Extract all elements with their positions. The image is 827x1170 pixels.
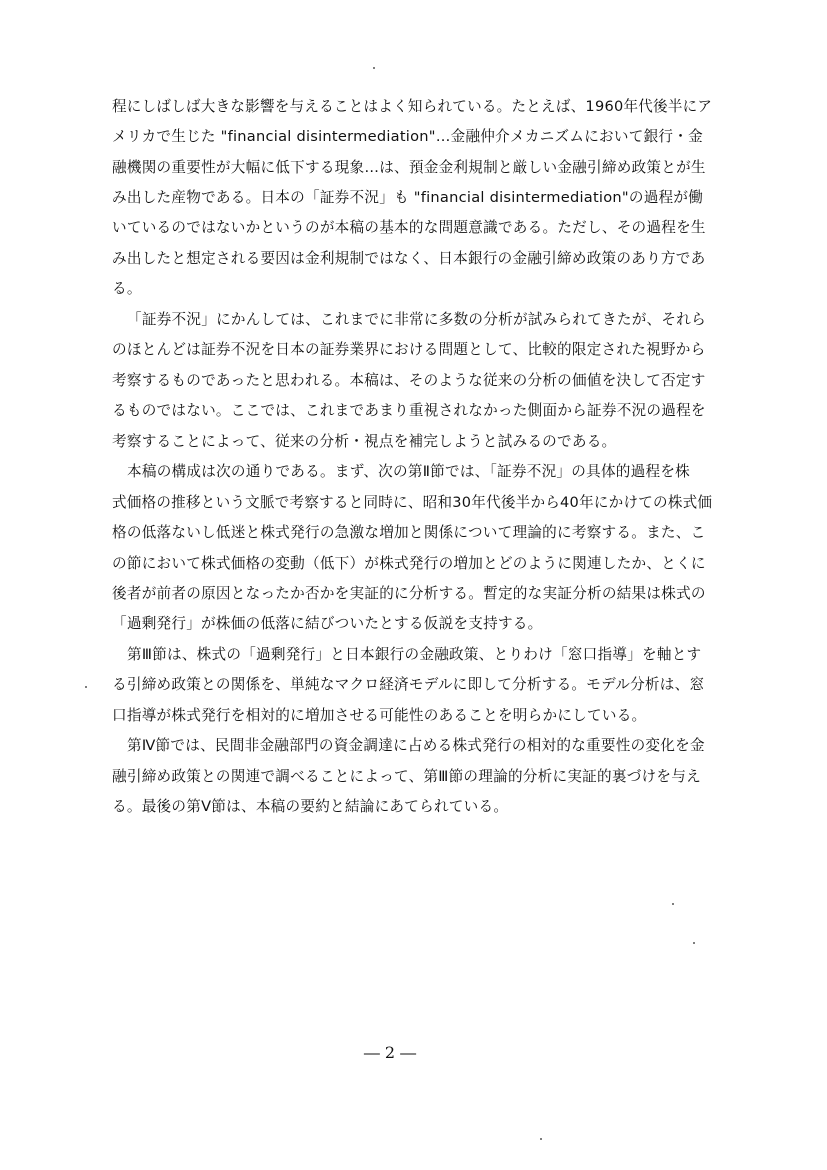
body-line-18: 「過剰発行」が株価の低落に結びついたとする仮説を支持する。 [112,615,543,632]
body-line-24: る。最後の第Ⅴ節は、本稿の要約と結論にあてられている。 [112,798,509,815]
body-line-1: 程にしばしば大きな影響を与えることはよく知られている。たとえば、1960年代後半にア [112,98,713,115]
body-line-22: 第Ⅳ節では、民間非金融部門の資金調達に占める株式発行の相対的な重要性の変化を金 [127,737,705,754]
scan-speck [373,67,375,69]
body-line-8: 「証券不況」にかんしては、これまでに非常に多数の分析が試みられてきたが、それら [127,311,706,328]
body-line-11: るものではない。ここでは、これまであまり重視されなかった側面から証券不況の過程を [112,402,706,419]
body-line-6: み出したと想定される要因は金利規制ではなく、日本銀行の金融引締め政策のあり方であ [112,250,706,267]
body-line-21: 口指導が株式発行を相対的に増加させる可能性のあることを明らかにしている。 [112,707,647,724]
body-line-20: る引締め政策との関係を、単純なマクロ経済モデルに即して分析する。モデル分析は、窓 [112,676,705,693]
body-line-2: メリカで生じた "financial disintermediation"…金融仲介メカニズムにおいて銀行・金 [112,128,703,145]
body-line-14: 式価格の推移という文脈で考察すると同時に、昭和30年代後半から40年にかけての株式価 [112,494,713,511]
body-line-4: み出した産物である。日本の「証券不況」も "financial disintermediation"の過程が働 [112,189,704,206]
body-line-17: 後者が前者の原因となったか否かを実証的に分析する。暫定的な実証分析の結果は株式の [112,585,706,602]
body-line-23: 融引締め政策との関連で調べることによって、第Ⅲ節の理論的分析に実証的裏づけを与え [112,768,701,785]
body-line-3: 融機関の重要性が大幅に低下する現象…は、預金金利規制と厳しい金融引締め政策とが生 [112,159,706,176]
scan-speck [672,903,674,905]
body-line-16: の節において株式価格の変動（低下）が株式発行の増加とどのように関連したか、とくに [112,555,706,572]
body-line-13: 本稿の構成は次の通りである。まず、次の第Ⅱ節では、「証券不況」の具体的過程を株 [127,463,691,480]
body-line-5: いているのではないかというのが本稿の基本的な問題意識である。ただし、その過程を生 [112,219,706,236]
scan-speck [693,942,695,944]
body-line-9: のほとんどは証券不況を日本の証券業界における問題として、比較的限定された視野から [112,341,706,358]
scan-speck [540,1138,542,1140]
scan-speck [85,686,87,688]
body-line-12: 考察することによって、従来の分析・視点を補完しようと試みるのである。 [112,433,617,450]
body-line-10: 考察するものであったと思われる。本稿は、そのような従来の分析の価値を決して否定す [112,372,706,389]
body-line-19: 第Ⅲ節は、株式の「過剰発行」と日本銀行の金融政策、とりわけ「窓口指導」を軸とす [127,646,702,663]
page-number: ― 2 ― [363,1043,417,1062]
body-line-7: る。 [112,280,142,297]
body-line-15: 格の低落ないし低迷と株式発行の急激な増加と関係について理論的に考察する。また、こ [112,524,706,541]
